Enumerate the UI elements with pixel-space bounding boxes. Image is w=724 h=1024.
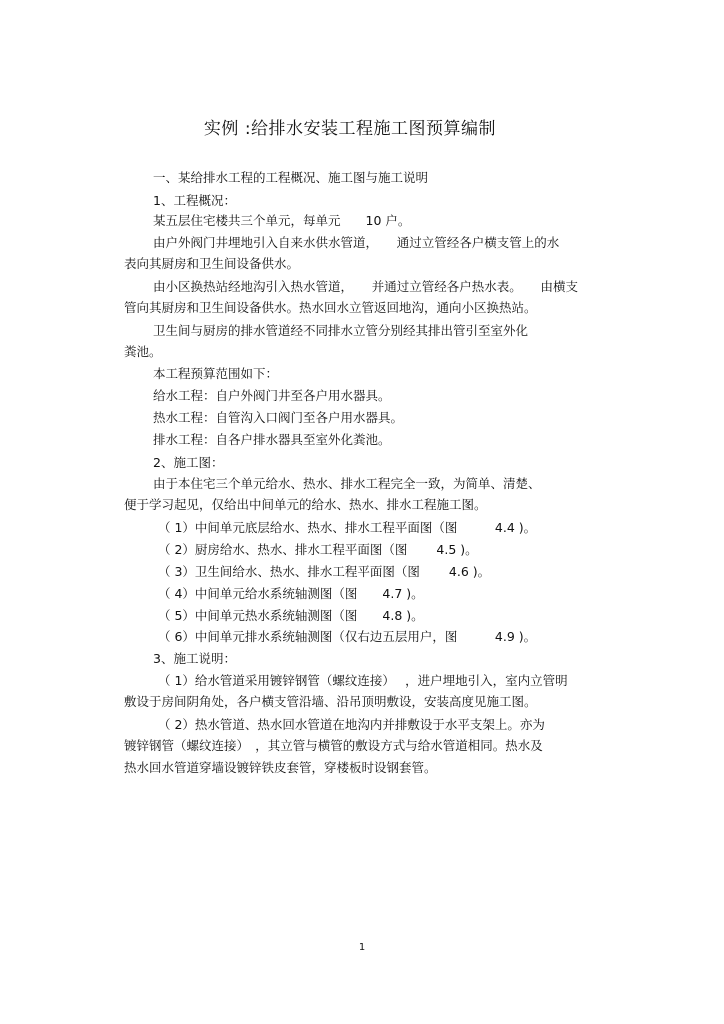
subsection-heading-notes: 3、施工说明： — [153, 651, 236, 666]
paragraph-line: 由于本住宅三个单元给水、热水、排水工程完全一致，为简单、清楚、 — [153, 476, 541, 491]
paragraph-line: 由户外阀门井埋地引入自来水供水管道， 通过立管经各户横支管上的水 — [153, 235, 560, 250]
page-number: 1 — [358, 942, 366, 953]
paragraph-line: 镀锌钢管（螺纹连接） ，其立管与横管的敷设方式与给水管道相同。热水及 — [124, 738, 543, 753]
subsection-heading-overview: 1、工程概况： — [153, 193, 236, 208]
drawing-list-item: （ 6）中间单元排水系统轴测图（仅右边五层用户，图 4.9 )。 — [158, 629, 537, 644]
paragraph-line: 便于学习起见，仅给出中间单元的给水、热水、排水工程施工图。 — [124, 497, 487, 512]
paragraph-line: （ 1）给水管道采用镀锌钢管（螺纹连接） ，进户埋地引入，室内立管明 — [158, 673, 568, 688]
paragraph-line: 表向其厨房和卫生间设备供水。 — [124, 256, 300, 271]
drawing-list-item: （ 3）卫生间给水、热水、排水工程平面图（图 4.6 )。 — [158, 564, 491, 579]
paragraph-line: 粪池。 — [124, 344, 162, 359]
page-title: 实例 :给排水安装工程施工图预算编制 — [203, 119, 497, 139]
scope-item: 给水工程：自户外阀门井至各户用水器具。 — [153, 388, 391, 403]
paragraph-line: 管向其厨房和卫生间设备供水。热水回水立管返回地沟，通向小区换热站。 — [124, 300, 537, 315]
paragraph-line: 卫生间与厨房的排水管道经不同排水立管分别经其排出管引至室外化 — [153, 323, 529, 338]
subsection-heading-drawings: 2、施工图： — [153, 455, 224, 470]
paragraph-line: 某五层住宅楼共三个单元，每单元 10 户。 — [153, 213, 411, 228]
drawing-list-item: （ 2）厨房给水、热水、排水工程平面图（图 4.5 )。 — [158, 542, 478, 557]
paragraph-line: 热水回水管道穿墙设镀锌铁皮套管，穿楼板时设钢套管。 — [124, 760, 437, 775]
drawing-list-item: （ 1）中间单元底层给水、热水、排水工程平面图（图 4.4 )。 — [158, 520, 537, 535]
section-1-heading: 一、某给排水工程的工程概况、施工图与施工说明 — [153, 170, 429, 185]
paragraph-line: 由小区换热站经地沟引入热水管道， 并通过立管经各户热水表。 由横支 — [153, 279, 579, 294]
paragraph-line: 敷设于房间阴角处，各户横支管沿墙、沿吊顶明敷设，安装高度见施工图。 — [124, 694, 537, 709]
drawing-list-item: （ 4）中间单元给水系统轴测图（图 4.7 )。 — [158, 586, 424, 601]
drawing-list-item: （ 5）中间单元热水系统轴测图（图 4.8 )。 — [158, 608, 424, 623]
paragraph-line: 本工程预算范围如下： — [153, 366, 279, 381]
paragraph-line: （ 2）热水管道、热水回水管道在地沟内并排敷设于水平支架上。亦为 — [158, 717, 545, 732]
scope-item: 热水工程：自管沟入口阀门至各户用水器具。 — [153, 410, 404, 425]
scope-item: 排水工程：自各户排水器具至室外化粪池。 — [153, 432, 391, 447]
